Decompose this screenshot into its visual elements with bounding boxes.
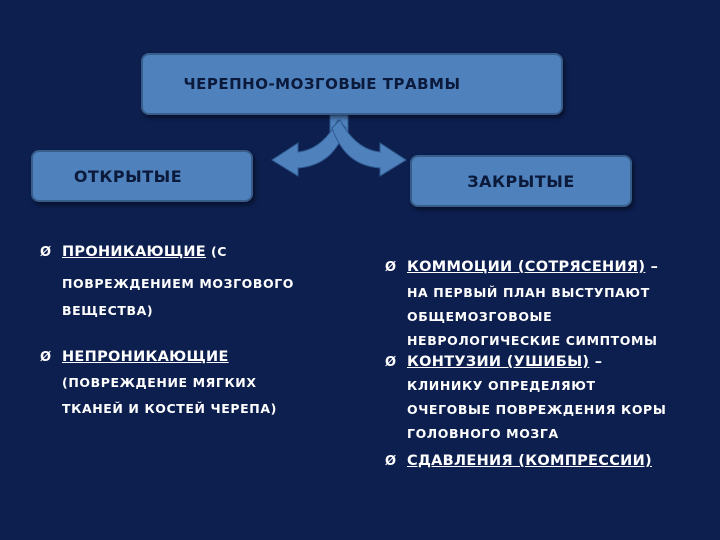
top-box [141, 53, 563, 115]
item-title: КОНТУЗИИ (УШИБЫ) [407, 354, 590, 370]
item-line: НА ПЕРВЫЙ ПЛАН ВЫСТУПАЮТ [407, 285, 650, 300]
list-item [385, 354, 710, 441]
item-title: НЕПРОНИКАЮЩИЕ [62, 349, 229, 365]
bullet-icon: Ø [385, 454, 397, 469]
item-line: ВЕЩЕСТВА) [62, 303, 154, 318]
bullet-icon: Ø [40, 350, 52, 365]
list-item [40, 244, 340, 318]
item-line: ТКАНЕЙ И КОСТЕЙ ЧЕРЕПА) [62, 401, 277, 416]
open-box-label: ОТКРЫТЫЕ [73, 166, 183, 186]
item-line: ОБЩЕМОЗГОВОЫЕ [407, 309, 553, 324]
item-title: СДАВЛЕНИЯ (КОМПРЕССИИ) [407, 453, 652, 469]
list-item [385, 453, 710, 469]
right-arrow [332, 120, 406, 176]
item-line: ГОЛОВНОГО МОЗГА [407, 426, 559, 441]
item-title-rest: – [589, 354, 603, 370]
bullet-icon: Ø [385, 355, 397, 370]
list-item [40, 349, 340, 416]
list-item [385, 259, 710, 348]
open-injuries-box [31, 150, 253, 202]
item-title: КОММОЦИИ (СОТРЯСЕНИЯ) [407, 259, 646, 275]
closed-injuries-box [410, 155, 632, 207]
item-title-rest: (С [206, 244, 228, 259]
top-box-label: ЧЕРЕПНО-МОЗГОВЫЕ ТРАВМЫ [183, 75, 461, 93]
item-line: ОЧЕГОВЫЕ ПОВРЕЖДЕНИЯ КОРЫ [407, 402, 667, 417]
closed-box-label: ЗАКРЫТЫЕ [467, 171, 575, 191]
item-line: (ПОВРЕЖДЕНИЕ МЯГКИХ [62, 375, 257, 390]
open-list [40, 244, 340, 416]
item-title: ПРОНИКАЮЩИЕ [62, 244, 207, 260]
item-line: ПОВРЕЖДЕНИЕМ МОЗГОВОГО [62, 276, 295, 291]
bullet-icon: Ø [40, 245, 52, 260]
item-line: НЕВРОЛОГИЧЕСКИЕ СИМПТОМЫ [407, 333, 658, 348]
item-title-rest: – [645, 259, 659, 275]
item-line: КЛИНИКУ ОПРЕДЕЛЯЮТ [407, 378, 596, 393]
bullet-icon: Ø [385, 260, 397, 275]
closed-list [385, 259, 710, 469]
